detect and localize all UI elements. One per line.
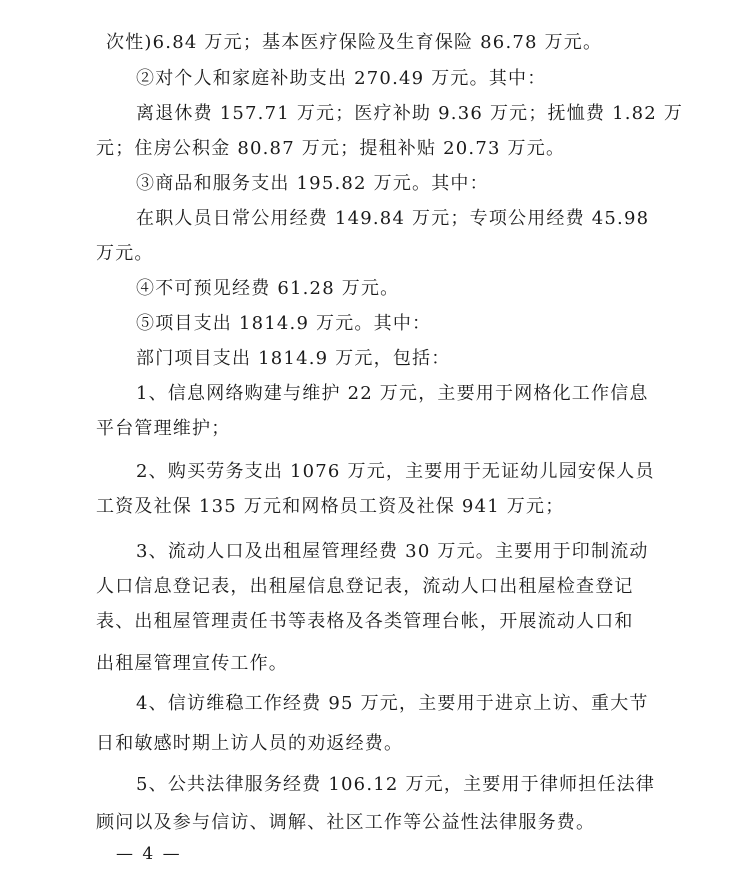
text-line: 日和敏感时期上访人员的劝返经费。 [96, 733, 404, 754]
text-line: 人口信息登记表，出租屋信息登记表，流动人口出租屋检查登记 [96, 576, 634, 597]
text-line: 5、公共法律服务经费 106.12 万元，主要用于律师担任法律 [136, 774, 656, 795]
text-line: 部门项目支出 1814.9 万元，包括： [136, 348, 451, 369]
text-line: ③商品和服务支出 195.82 万元。其中： [136, 173, 489, 194]
page-number: — 4 — [116, 844, 182, 864]
text-line: 4、信访维稳工作经费 95 万元，主要用于进京上访、重大节 [136, 693, 649, 714]
text-line: 出租屋管理宣传工作。 [96, 653, 288, 674]
text-line: 表、出租屋管理责任书等表格及各类管理台帐，开展流动人口和 [96, 611, 634, 632]
text-line: 离退休费 157.71 万元；医疗补助 9.36 万元；抚恤费 1.82 万 [136, 103, 684, 124]
text-line: 3、流动人口及出租屋管理经费 30 万元。主要用于印制流动 [136, 541, 649, 562]
text-line: 1、信息网络购建与维护 22 万元，主要用于网格化工作信息 [136, 383, 649, 404]
text-line: 万元。 [96, 243, 154, 264]
text-line: 顾问以及参与信访、调解、社区工作等公益性法律服务费。 [96, 812, 596, 833]
text-line: 在职人员日常公用经费 149.84 万元；专项公用经费 45.98 [136, 208, 650, 229]
text-line: ⑤项目支出 1814.9 万元。其中： [136, 313, 432, 334]
text-line: 工资及社保 135 万元和网格员工资及社保 941 万元； [96, 496, 565, 517]
text-line: ④不可预见经费 61.28 万元。 [136, 278, 400, 299]
text-line: 2、购买劳务支出 1076 万元，主要用于无证幼儿园安保人员 [136, 461, 655, 482]
text-line: 元；住房公积金 80.87 万元；提租补贴 20.73 万元。 [96, 138, 566, 159]
text-line: ②对个人和家庭补助支出 270.49 万元。其中： [136, 68, 547, 89]
text-line: 平台管理维护； [96, 418, 231, 439]
text-line: 次性)6.84 万元；基本医疗保险及生育保险 86.78 万元。 [106, 32, 603, 53]
